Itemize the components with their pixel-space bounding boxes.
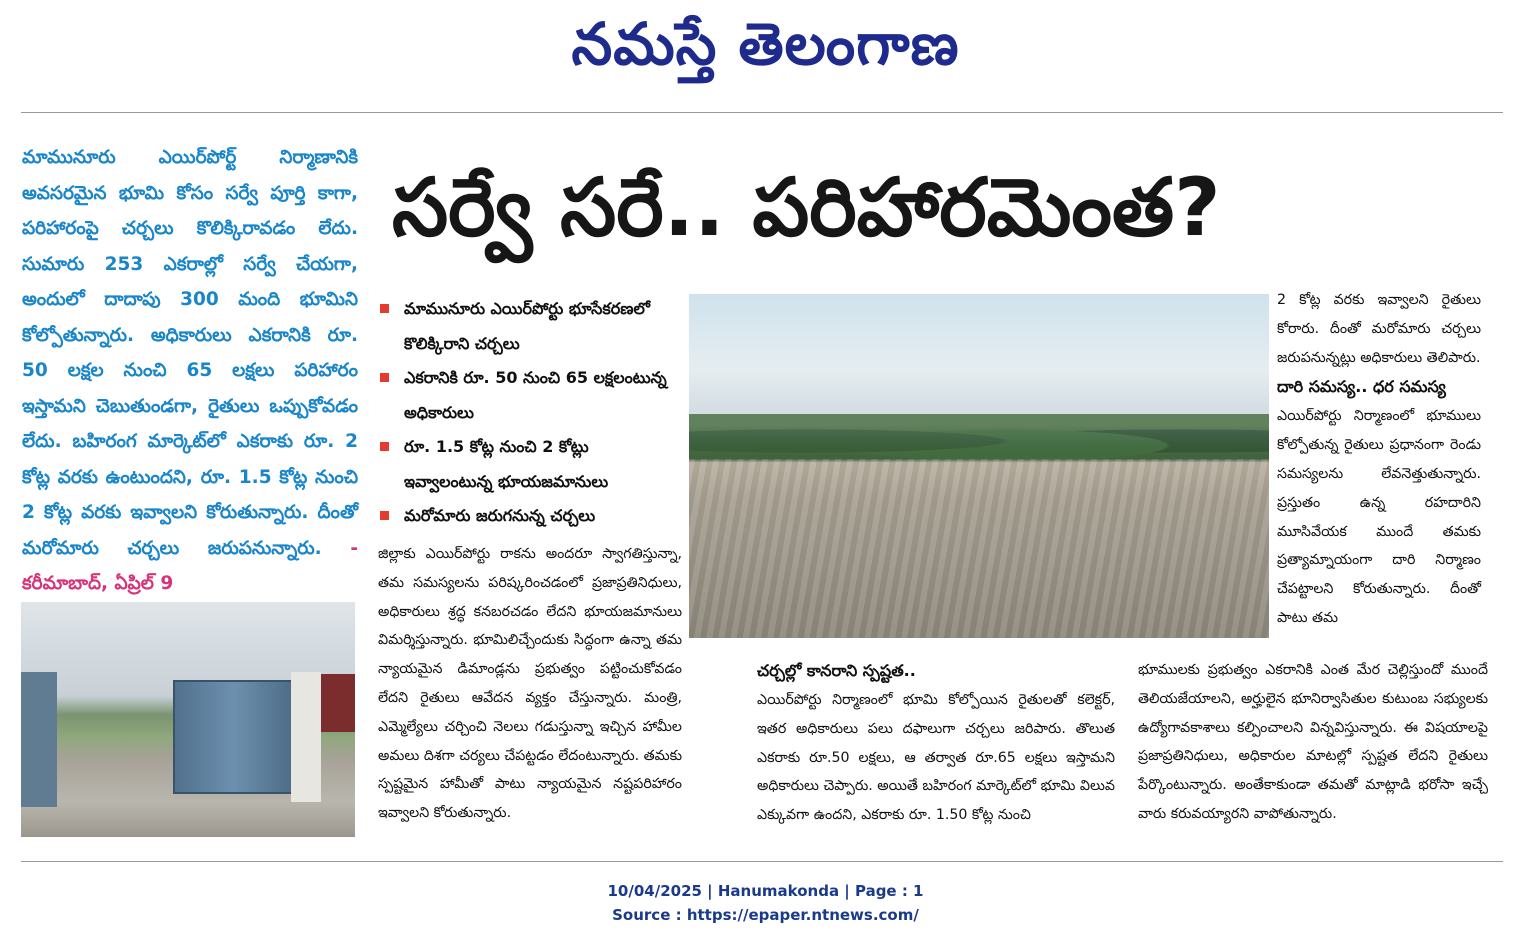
column-3-cont-text: భూములకు ప్రభుత్వం ఎకరానికి ఎంత మేర చెల్లిస్తుందో ముందే తెలియజేయాలని, అర్హులైన భూనిర్వాసితుల కుటుంబ సభ్యులకు ఉద్యోగావకాశాలు కల్పించాలని విన్నవిస్తున్నారు. ఈ విషయాలపై ప్రజాప్రతినిధులు, అధికారుల మాటల్లో స్పష్టత లేదని రైతులు పేర్కొంటున్నారు. అంతేకాకుండా తమతో మాట్లాడి భరోసా ఇచ్చే వారు కరువయ్యారని వాపోతున్నారు. xyxy=(1138,662,1488,822)
side-gate xyxy=(21,672,57,807)
highlight-item: మరోమారు జరుగనున్న చర్చలు xyxy=(378,499,678,534)
highlight-item: మామునూరు ఎయిర్‌పోర్టు భూసేకరణలో కొలిక్కిరాని చర్చలు xyxy=(378,292,678,361)
highlight-item: ఎకరానికి రూ. 50 నుంచి 65 లక్షలంటున్న అధికారులు xyxy=(378,361,678,430)
column-3-text: ఎయిర్‌పోర్టు నిర్మాణంలో భూములు కోల్పోతున్న రైతులు ప్రధానంగా రెండు సమస్యలను లేవనెత్తుతున్నారు. ప్రస్తుతం ఉన్న రహదారిని మూసివేయక ముందే తమకు ప్రత్యామ్నాయంగా దారి నిర్మాణం చేపట్టాలని కోరుతున్నారు. దీంతో పాటు తమ xyxy=(1277,408,1481,626)
gate-pillar xyxy=(291,672,321,802)
metal-gate xyxy=(173,680,295,794)
article-column-3 xyxy=(1277,286,1481,633)
intro-text: మామునూరు ఎయిర్‌పోర్ట్ నిర్మాణానికి అవసరమైన భూమి కోసం సర్వే పూర్తి కాగా, పరిహారంపై చర్చలు కొలిక్కిరావడం లేదు. సుమారు 253 ఎకరాల్లో సర్వే చేయగా, అందులో దాదాపు 300 మంది భూమిని కోల్పోతున్నారు. అధికారులు ఎకరానికి రూ. 50 లక్షల నుంచి 65 లక్షలు పరిహారం ఇస్తామని చెబుతుండగా, రైతులు ఒప్పుకోవడం లేదు. బహిరంగ మార్కెట్‌లో ఎకరాకు రూ. 2 కోట్ల వరకు ఉంటుందని, రూ. 1.5 కోట్ల నుంచి 2 కోట్ల వరకు ఇవ్వాలని కోరుతున్నారు. దీంతో మరోమారు చర్చలు జరుపనున్నారు. xyxy=(22,147,358,559)
gate-photo xyxy=(21,602,355,837)
article-column-3-continued xyxy=(1138,656,1488,829)
column-3-subhead: దారి సమస్య.. ధర సమస్య xyxy=(1277,377,1446,397)
bottom-rule xyxy=(21,861,1503,862)
masthead: నమస్తే తెలంగాణ xyxy=(571,10,960,78)
highlights-list xyxy=(378,292,678,534)
land-survey-photo xyxy=(689,294,1269,638)
article-column-1 xyxy=(378,540,682,828)
highlight-item: రూ. 1.5 కోట్ల నుంచి 2 కోట్లు ఇవ్వాలంటున్న భూయజమానులు xyxy=(378,430,678,499)
top-rule xyxy=(21,112,1503,113)
intro-box xyxy=(22,140,358,602)
column-1-text: జిల్లాకు ఎయిర్‌పోర్టు రాకను అందరూ స్వాగతిస్తున్నా, తమ సమస్యలను పరిష్కరించడంలో ప్రజాప్రతినిధులు, అధికారులు శ్రద్ధ కనబరచడం లేదని భూయజమానులు విమర్శిస్తున్నారు. భూమిలిచ్చేందుకు సిద్ధంగా ఉన్నా తమ న్యాయమైన డిమాండ్లను ప్రభుత్వం పట్టించుకోవడం లేదని రైతులు ఆవేదన వ్యక్తం చేస్తున్నారు. మంత్రి, ఎమ్మెల్యేలు చర్చించి నెలలు గడుస్తున్నా ఇచ్చిన హామీల అమలు దిశగా చర్యలు చేపట్టడం లేదంటున్నారు. తమకు స్పష్టమైన హామీతో పాటు న్యాయమైన నష్టపరిహారం ఇవ్వాలని కోరుతున్నారు. xyxy=(378,546,682,822)
headline: సర్వే సరే.. పరిహారమెంత? xyxy=(392,161,1221,254)
column-3-lead: 2 కోట్ల వరకు ఇవ్వాలని రైతులు కోరారు. దీంతో మరోమారు చర్చలు జరుపనున్నట్లు అధికారులు తెలిపారు. xyxy=(1277,292,1481,366)
footer-date-edition: 10/04/2025 | Hanumakonda | Page : 1 xyxy=(607,882,924,900)
column-2-subhead: చర్చల్లో కానరాని స్పష్టత.. xyxy=(757,661,916,680)
intro-dateline: - కరీమాబాద్, ఏప్రిల్ 9 xyxy=(22,537,358,594)
bare-ground xyxy=(689,459,1269,638)
signboard xyxy=(321,674,355,732)
footer-source: Source : https://epaper.ntnews.com/ xyxy=(612,906,919,924)
tree-line xyxy=(689,414,1269,459)
article-column-2 xyxy=(757,656,1115,830)
column-2-text: ఎయిర్‌పోర్టు నిర్మాణంలో భూమి కోల్పోయిన రైతులతో కలెక్టర్, ఇతర అధికారులు పలు దఫాలుగా చర్చలు జరిపారు. తొలుత ఎకరాకు రూ.50 లక్షలు, ఆ తర్వాత రూ.65 లక్షలు ఇస్తామని అధికారులు చెప్పారు. అయితే బహిరంగ మార్కెట్‌లో భూమి విలువ ఎక్కువగా ఉందని, ఎకరాకు రూ. 1.50 కోట్ల నుంచి xyxy=(757,692,1115,824)
